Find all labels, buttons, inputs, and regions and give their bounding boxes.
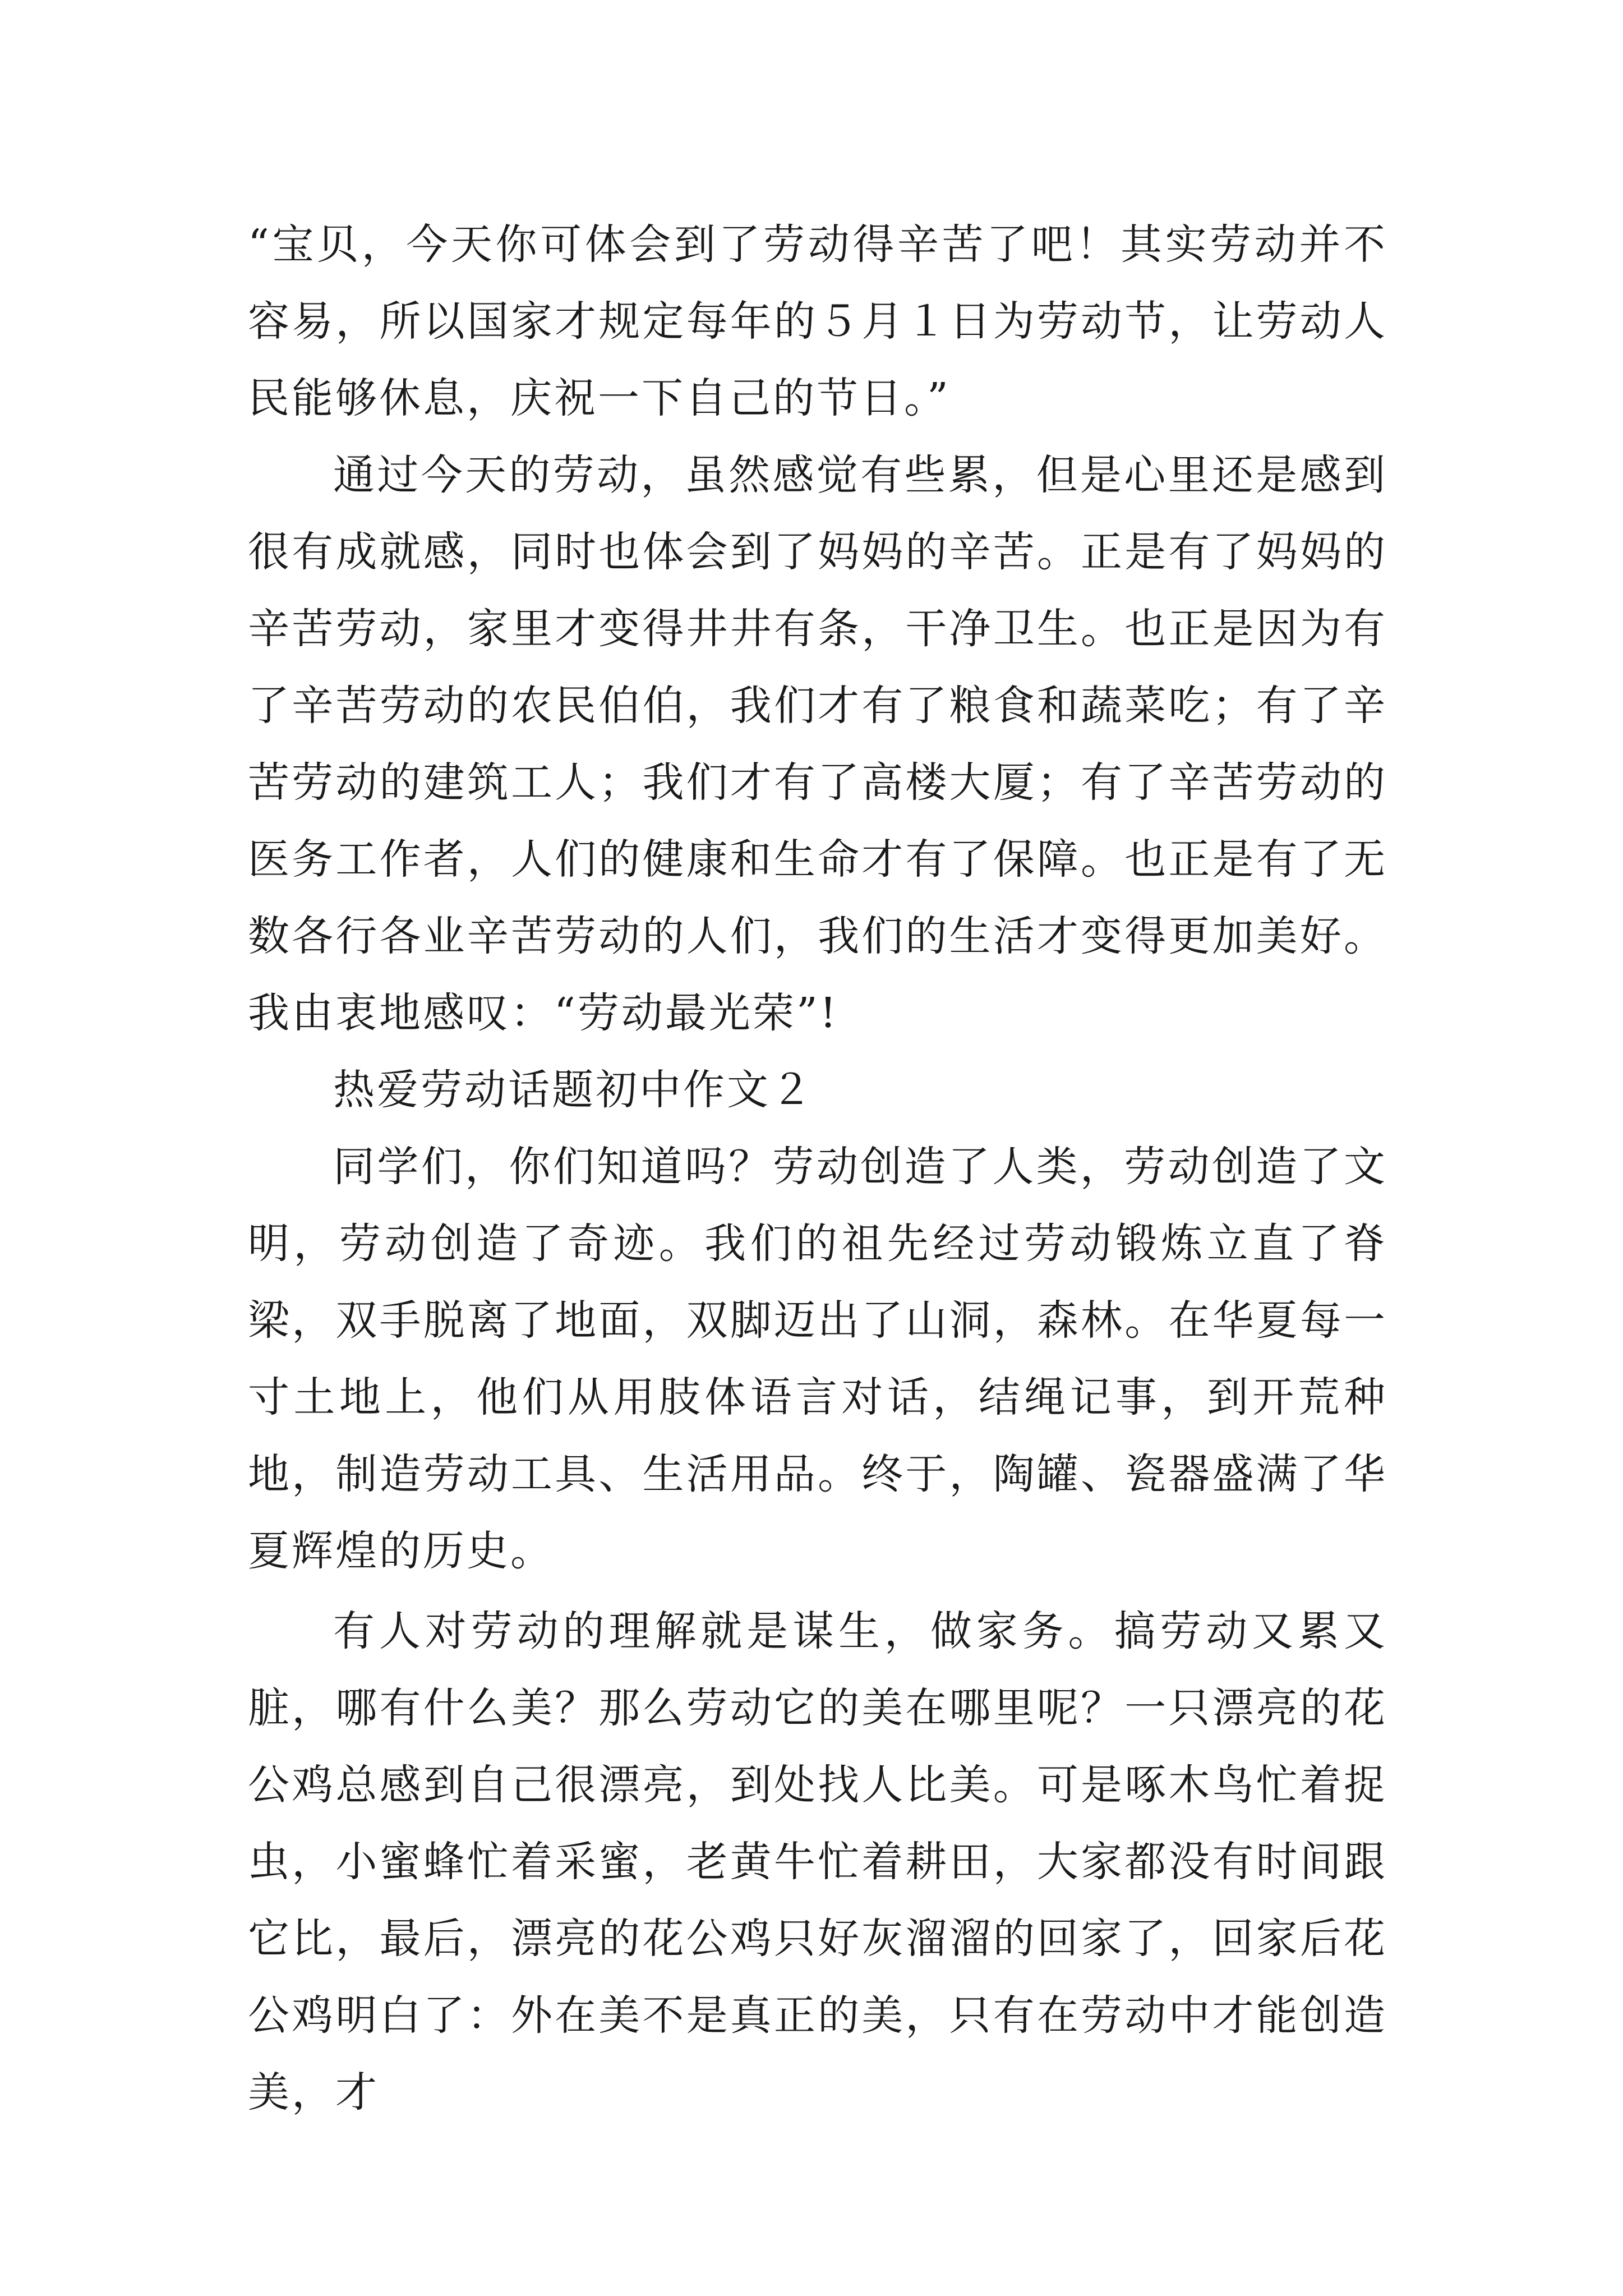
paragraph-quote: “宝贝，今天你可体会到了劳动得辛苦了吧！其实劳动并不容易，所以国家才规定每年的５月１日为劳动节，让劳动人民能够休息，庆祝一下自己的节日。”	[248, 220, 1387, 422]
paragraph-intro: 同学们，你们知道吗？劳动创造了人类，劳动创造了文明，劳动创造了奇迹。我们的祖先经过劳动锻炼立直了脊梁，双手脱离了地面，双脚迈出了山洞，森林。在华夏每一寸土地上，他们从用肢体语言对话，结绳记事，到开荒种地，制造劳动工具、生活用品。终于，陶罐、瓷器盛满了华夏辉煌的历史。	[248, 1143, 1387, 1575]
paragraph-beauty: 有人对劳动的理解就是谋生，做家务。搞劳动又累又脏，哪有什么美？那么劳动它的美在哪里呢？一只漂亮的花公鸡总感到自己很漂亮，到处找人比美。可是啄木鸟忙着捉虫，小蜜蜂忙着采蜜，老黄牛忙着耕田，大家都没有时间跟它比，最后，漂亮的花公鸡只好灰溜溜的回家了，回家后花公鸡明白了：外在美不是真正的美，只有在劳动中才能创造美，才	[248, 1607, 1387, 2116]
paragraph-reflection: 通过今天的劳动，虽然感觉有些累，但是心里还是感到很有成就感，同时也体会到了妈妈的辛苦。正是有了妈妈的辛苦劳动，家里才变得井井有条，干净卫生。也正是因为有了辛苦劳动的农民伯伯，我们才有了粮食和蔬菜吃；有了辛苦劳动的建筑工人；我们才有了高楼大厦；有了辛苦劳动的医务工作者，人们的健康和生命才有了保障。也正是有了无数各行各业辛苦劳动的人们，我们的生活才变得更加美好。我由衷地感叹：“劳动最光荣”!	[248, 451, 1387, 1037]
section-title: 热爱劳动话题初中作文２	[333, 1066, 814, 1114]
document-body	[248, 206, 1387, 2131]
